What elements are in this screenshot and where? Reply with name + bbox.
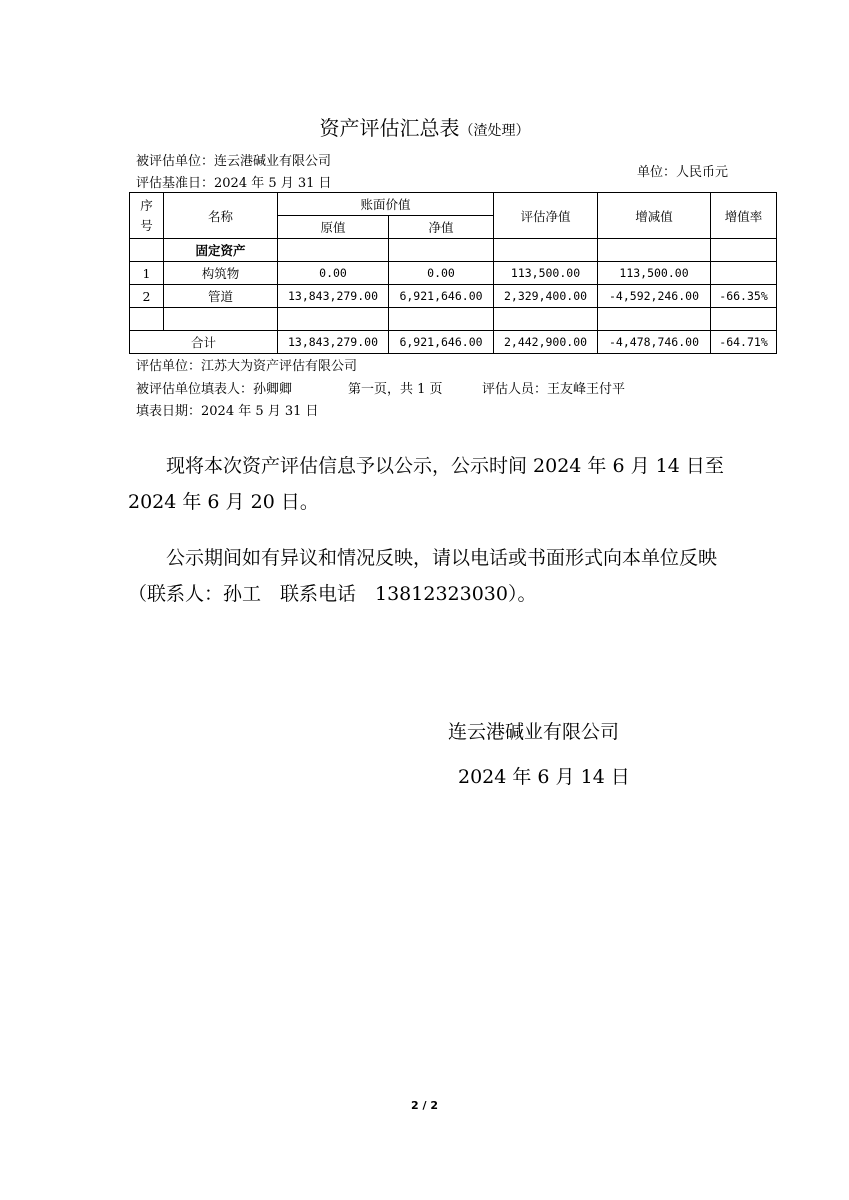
row-net: 6,921,646.00	[389, 285, 494, 308]
header-original: 原值	[278, 216, 389, 239]
notice-paragraph-2: 公示期间如有异议和情况反映，请以电话或书面形式向本单位反映（联系人：孙工 联系电话 13812323030）。	[128, 547, 718, 605]
signature-date: 2024 年 6 月 14 日	[458, 766, 630, 788]
row-change: 113,500.00	[598, 262, 711, 285]
row-name: 构筑物	[164, 262, 278, 285]
document-title	[0, 112, 849, 141]
total-assessed-net: 2,442,900.00	[494, 331, 598, 354]
row-seq: 1	[130, 262, 164, 285]
header-seq	[130, 193, 164, 239]
assessors: 评估人员：王友峰王付平	[482, 382, 626, 397]
total-rate: -64.71%	[711, 331, 777, 354]
currency-unit: 单位：人民币元	[637, 165, 729, 180]
header-book-value: 账面价值	[278, 193, 494, 216]
row-original: 13,843,279.00	[278, 285, 389, 308]
table-cell	[494, 308, 598, 331]
row-rate: -66.35%	[711, 285, 777, 308]
category-row	[130, 239, 777, 262]
total-row	[130, 331, 777, 354]
table-cell	[494, 239, 598, 262]
header-seq-2: 号	[140, 217, 153, 233]
header-name: 名称	[164, 193, 278, 239]
table-cell	[130, 308, 164, 331]
table-cell	[389, 239, 494, 262]
row-assessed-net: 2,329,400.00	[494, 285, 598, 308]
table-row	[130, 285, 777, 308]
page-info: 第一页，共 1 页	[348, 382, 443, 397]
evaluated-unit: 被评估单位：连云港碱业有限公司	[136, 154, 332, 169]
table-cell	[711, 308, 777, 331]
total-label: 合计	[130, 331, 278, 354]
table-cell	[711, 239, 777, 262]
table-cell	[389, 308, 494, 331]
table-cell	[130, 239, 164, 262]
empty-row	[130, 308, 777, 331]
header-change: 增减值	[598, 193, 711, 239]
table-cell	[164, 308, 278, 331]
header-rate: 增值率	[711, 193, 777, 239]
table-row	[130, 262, 777, 285]
title-text: 资产评估汇总表	[319, 116, 460, 140]
assessor-unit: 评估单位：江苏大为资产评估有限公司	[136, 359, 358, 374]
base-date: 评估基准日：2024 年 5 月 31 日	[136, 176, 332, 191]
row-net: 0.00	[389, 262, 494, 285]
title-note: （渣处理）	[459, 123, 530, 139]
row-assessed-net: 113,500.00	[494, 262, 598, 285]
header-net: 净值	[389, 216, 494, 239]
fill-date: 填表日期：2024 年 5 月 31 日	[136, 404, 319, 419]
category-label: 固定资产	[164, 239, 278, 262]
table-cell	[278, 239, 389, 262]
header-row-1	[130, 193, 777, 216]
header-seq-1: 序	[140, 197, 153, 213]
total-change: -4,478,746.00	[598, 331, 711, 354]
signature-company: 连云港碱业有限公司	[448, 721, 620, 743]
asset-summary-table	[129, 192, 777, 354]
table-cell	[598, 308, 711, 331]
filler: 被评估单位填表人：孙卿卿	[136, 382, 293, 397]
table-cell	[278, 308, 389, 331]
header-assessed-net: 评估净值	[494, 193, 598, 239]
row-name: 管道	[164, 285, 278, 308]
total-original: 13,843,279.00	[278, 331, 389, 354]
table-cell	[598, 239, 711, 262]
row-change: -4,592,246.00	[598, 285, 711, 308]
row-rate	[711, 262, 777, 285]
row-original: 0.00	[278, 262, 389, 285]
page-number: 2 / 2	[411, 1099, 438, 1112]
notice-paragraph-1: 现将本次资产评估信息予以公示，公示时间 2024 年 6 月 14 日至 2024 年 6 月 20 日。	[128, 455, 724, 513]
row-seq: 2	[130, 285, 164, 308]
total-net: 6,921,646.00	[389, 331, 494, 354]
